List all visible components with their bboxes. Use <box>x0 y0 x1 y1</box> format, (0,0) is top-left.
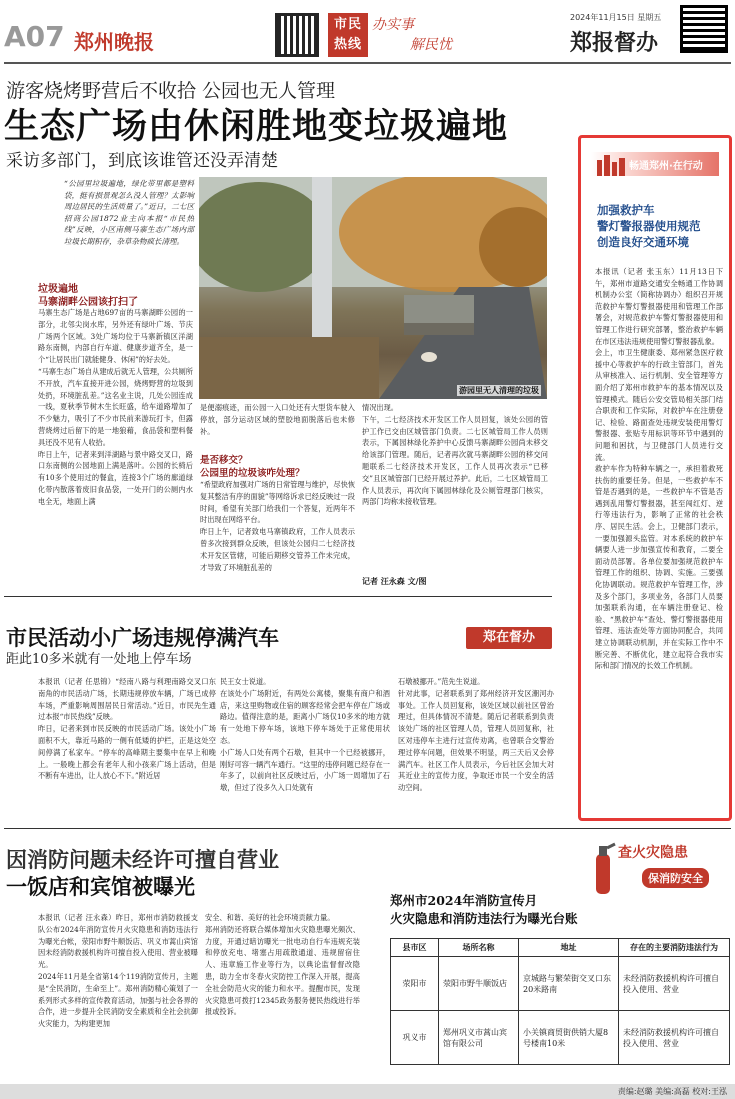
lead-col2-text-a: 是便溺痕迹，而公园一入口处还有大型货车驶入停放，部分运动区域的塑胶地面脱落后也未修补。 <box>200 403 355 436</box>
sidebar-banner-text: 畅通郑州·在行动 <box>629 161 703 172</box>
slogan-line-1: 办实事 <box>372 17 414 33</box>
column-header: 地址 <box>519 939 619 957</box>
lead-photo <box>199 177 547 399</box>
qr-code-icon <box>680 5 728 53</box>
skyline-icon <box>593 152 633 176</box>
table-row <box>391 957 730 1011</box>
table-cell: 巩义市 <box>391 1011 439 1065</box>
third-headline <box>6 846 279 900</box>
fire-logo-bottom: 保消防安全 <box>642 868 709 888</box>
table-title <box>390 892 578 928</box>
lead-headline: 生态广场由休闲胜地变垃圾遍地 <box>4 106 509 147</box>
third-col2-text: 安全、和谐、美好的社会环境贡献力量。 郑州消防还将联合媒体增加火灾隐患曝光频次、力度，开通过暗访曝光一批电动自行车违规充装和停放充电、堵塞占用疏散通道、违规留宿住人、违章施工作业等行为，以典论监督督改隐患，助力全市冬春火灾防控工作深入开展，提高全社会防范火灾的能力和水平。提醒市民，发现火灾隐患可拨打12345政务服务便民热线进行举报或投诉。 <box>205 913 360 1017</box>
second-col2-text: 民王女士说道。 在该处小广场附近，有两处公寓楼，聚集有商户和酒店，来这里购物或住宿的顾客经常会把车停在广场或路边。值得注意的是，距离小广场仅10多米的地方就有一处地下停车场，该地下停车场处于正常使用状态。 小广场人口处有两个石墩，但其中一个已经被挪开，刚好可容一辆汽车通行。“这里的违停问题已经存在一年多了，以前向社区反映过后，小广场一周增加了石墩，但过了没多久入口处就有 <box>220 677 390 793</box>
table-cell: 荥阳市野牛顺饭店 <box>439 957 519 1011</box>
column-header: 县市区 <box>391 939 439 957</box>
second-subhead: 距此10多米就有一处地上停车场 <box>6 652 192 667</box>
lead-col3-text: 情况出现。 下午，二七经济技术开发区工作人员回复，该处公园的管护工作已交由区城管部门负责。二七区城管局工作人员则表示，下属园林绿化养护中心反馈马寨湖畔公园尚未移交给该部门管理。随后，记者再次就马寨湖畔公园的移交问题联系二七经济技术开发区，工作人员再次表示“已移交”且区城管部门已经开展过养护。此后，二七区城管局工作人员表示，再次向下属园林绿化及公厕管理部门核实，两部门均称未接收管理。 <box>362 403 548 507</box>
table-title-line-1: 郑州市2024年消防宣传月 <box>390 893 538 908</box>
supervise-tag-text: 郑在督办 <box>482 630 535 645</box>
table-cell: 京城路与繁荣街交叉口东20米路南 <box>519 957 619 1011</box>
table-cell: 未经消防救援机构许可擅自投入使用、营业 <box>619 957 730 1011</box>
section-label: 垃圾遍地 <box>38 284 78 295</box>
sidebar-banner <box>591 152 719 176</box>
sidebar-box <box>578 135 732 821</box>
table-cell: 郑州巩义市蒿山宾馆有限公司 <box>439 1011 519 1065</box>
lead-kicker: 游客烧烤野营后不收拾 公园也无人管理 <box>6 80 336 102</box>
paper-name: 郑州晚报 <box>74 30 154 54</box>
lead-col2-text-b: “希望政府加强对广场的日常管理与维护，尽快恢复其整洁有序的面貌”等网络诉求已经反映过一段时间，希望有关部门给我们一个答复，近两年不时出现在网络平台。 昨日上午，记者致电马寨镇政府，工作人员表示曾多次接到群众反映，但该处公园归二七经济技术开发区管辖，可能后期移交管养工作未完成，才导致了环境脏乱差的 <box>200 480 355 572</box>
sidebar-title-line-1: 加强救护车 <box>597 203 655 217</box>
lead-byline: 记者 汪永森 文/图 <box>362 577 427 586</box>
second-headline: 市民活动小广场违规停满汽车 <box>6 625 279 650</box>
slogan-line-2: 解民忧 <box>410 37 452 53</box>
question-2: 公园里的垃圾该咋处理？ <box>200 468 305 479</box>
fire-logo <box>590 838 728 898</box>
exposure-table <box>390 938 730 1065</box>
third-headline-line-2: 一饭店和宾馆被曝光 <box>6 874 195 899</box>
page-number: A07 <box>4 20 65 53</box>
fire-logo-top: 查火灾隐患 <box>618 845 688 861</box>
column-header: 场所名称 <box>439 939 519 957</box>
sidebar-title <box>597 202 701 250</box>
masthead <box>0 0 735 62</box>
issue-date: 2024年11月15日 星期五 <box>570 13 662 22</box>
sidebar-title-line-2: 警灯警报器使用规范 <box>597 219 701 233</box>
lead-col1-text: 马寨生态广场是占地697亩的马寨湖畔公园的一部分，北邻尖岗水库，另外还有绿叶广场、节庆广场两个区域。3处广场均位于马寨新镇区洋湖路东南侧，内部自行车道、健康步道齐全，是一个“让居民出门就能健身、休闲”的好去处。 “马寨生态广场自从建成后就无人管理，公共厕所不开放，汽车直接开进公园，烧烤野营的垃圾到处扔，环境脏乱差。”这名业主说，几处公园连成一线，夏秋季节树木生长旺盛，给车道路增加了不少魅力，吸引了不少市民前来游玩打卡，但露营烧烤过后留下的是一地狼藉，食品袋和塑料餐具还没不见有人收拾。 昨日上午，记者来到洋湖路与景中路交叉口，路口东南侧的公园地面上满是落叶。公园的长椅后有10多个使用过的餐盒，连接3个广场的廊道绿化带内散落着废旧食品袋，一处开门的公厕内水电全无，地面上满 <box>38 308 193 506</box>
lead-intro: “公园里垃圾遍地，绿化带里都是塑料袋，挺有损景观怎么没人管理？太影响周边居民的生活质量了。”近日，二七区招商公园1872业主向本报“市民热线”反映，小区南侧马寨生态广场内部垃圾长期积存，杂草杂物疯长清理。 <box>64 179 194 246</box>
sidebar-title-line-3: 创造良好交通环境 <box>597 235 689 249</box>
question-1: 是否移交？ <box>200 455 248 466</box>
qr-code-icon <box>275 13 319 57</box>
table-cell: 未经消防救援机构许可擅自投入使用、营业 <box>619 1011 730 1065</box>
third-col1-text: 本报讯（记者 汪永森）昨日，郑州市消防救援支队公布2024年消防宣传月火灾隐患和消防违法行为曝光台帐，荥阳市野牛顺饭店、巩义市蒿山宾馆因未经消防救援机构许可擅自投入使用、营业被曝光。 2024年11月是全省第14个119消防宣传月，主题是“全民消防，生命至上”。郑州消防精心策划了一系列形式多样的宣传教育活动，加强与社会各界的合作，进一步提升全民消防安全素质和全社会抗御火灾能力，为构建更加 <box>38 913 198 1029</box>
hotline-logo-text: 市民热线 <box>333 17 362 52</box>
table-title-line-2: 火灾隐患和消防违法行为曝光台账 <box>390 911 578 926</box>
section-title: 郑报督办 <box>570 31 659 56</box>
section-rule <box>4 596 552 597</box>
lead-subhead: 采访多部门，到底该谁管还没弄清楚 <box>6 151 278 171</box>
park-scene-illustration <box>199 177 547 399</box>
second-col1-text: 本报讯（记者 任思锦）“经南八路与利理南路交叉口东南角的市民活动广场，长期违规停放车辆，广场已成停车场，严重影响周围居民日常活动。”近日，市民先生通过本报“市民热线”反映。 昨日，记者来到市民反映的市民活动广场。该处小广场面积不大，靠近马路的一侧有低矮的护栏，正是这处空间停满了私家车。“停车的高峰期主要集中在早上和晚上。一般晚上都会有老年人和小孩来广场上活动，但是不断有车进出，让人放心不下。”附近居 <box>38 677 216 781</box>
third-headline-line-1: 因消防问题未经许可擅自营业 <box>6 847 279 872</box>
sidebar-text: 本报讯（记者 张玉东）11月13日下午，郑州市道路交通安全畅通工作协调机制办公室（简称协调办）组织召开规范救护车警灯警报器使用和管理工作部署会，对规范救护车警灯警报器使用和管理工作进行研究部署，整治救护车辆在市区违法违规使用警灯警报器乱象。 会上，市卫生健康委、郑州紧急医疗救援中心等救护车的行政主管部门，首先从审核准入、运行机制、安全管理等方面介绍了郑州市救护车的基本情况以及管理模式。随后公安交管局相关部门结合职责和工作实际，对救护车在注册登记、检验、路面查处违规安装使用警灯警报器、张贴专用标识等环节中遇到的问题和困扰，与卫健部门人员进行交流。 救护车作为特种车辆之一，承担着救死扶伤的重要任务。但是，一些救护车不管是否遇到的是，一些救护车不管是否遇到乱用警灯警报器，甚至闯红灯、逆行等违法行为，影响了正常的社会秩序、居民生活。会上，卫健部门表示，一要加强源头监管。对本系统的救护车辆要人进一步加强宣传和教育，二要全面动员部署。各单位要加强规范救护车管理工作的组织、协调、实施。三要强化协调联动。规范救护车管理工作，涉及多个部门，多项业务，各部门人员要加强联系沟通，在车辆注册登记、检验、“黑救护车”查处、警灯警报器使用管理、违法查处等方面协同配合，共同建立协调联动机制，并在实际工作中不断完善、不断优化，建立起符合我市实际和部门情况的长效工作机制。 <box>595 267 723 671</box>
hotline-logo <box>328 13 368 57</box>
column-header: 存在的主要消防违法行为 <box>619 939 730 957</box>
section-title: 马寨湖畔公园该打扫了 <box>38 297 138 308</box>
section-rule <box>4 828 731 829</box>
fire-extinguisher-icon <box>590 840 616 896</box>
second-col3-text: 石墩被挪开。”范先生说道。 针对此事，记者联系到了郑州经济开发区潮河办事处。工作人员回复称，该处区域以前社区曾治理过，但具体情况不清楚。随后记者联系到负责该处广场的社区管理人员，管理人员回复称，社区对违停车主进行过宣传劝离，也曾联合交警治理过停车问题，但效果不明显，两三天后又会停满汽车。社区工作人员表示，今后社区会加大对其近业主的宣传力度，争取还市民一个安全的活动空间。 <box>398 677 554 793</box>
supervise-tag <box>466 627 552 649</box>
slogan <box>372 14 452 54</box>
table-cell: 荥阳市 <box>391 957 439 1011</box>
footer-credits: 责编:赵璐 美编:高磊 校对:王泓 <box>617 1087 727 1096</box>
table-header-row <box>391 939 730 957</box>
table-cell: 小关镇商贸街供销大厦8号楼南10米 <box>519 1011 619 1065</box>
table-row <box>391 1011 730 1065</box>
photo-caption: 游园里无人清理的垃圾 <box>459 385 539 395</box>
header-rule <box>4 62 731 64</box>
